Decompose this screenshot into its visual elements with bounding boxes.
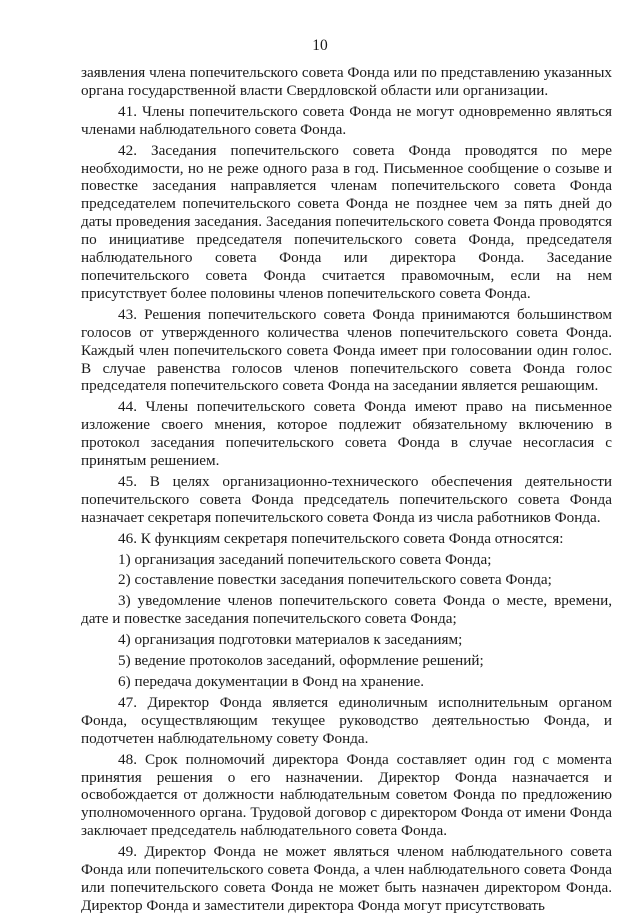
paragraph-46: 46. К функциям секретаря попечительского совета Фонда относятся: xyxy=(118,529,564,547)
paragraph-48: 48. Срок полномочий директора Фонда составляет один год с момента принятия решения о его назначении. Директор Фонда назначается и освобождается от должности наблюдательным советом Фонда по предложению уполномоченного органа. Трудовой договор с директором Фонда от имени Фонда заключает председатель наблюдательного совета Фонда. xyxy=(81,750,612,840)
list-item-46-3: 3) уведомление членов попечительского совета Фонда о месте, времени, дате и повестке заседания попечительского совета Фонда; xyxy=(81,592,612,628)
list-item-46-2: 2) составление повестки заседания попечительского совета Фонда; xyxy=(118,571,552,589)
paragraph-continuation: заявления члена попечительского совета Фонда или по представлению указанных органа государственной власти Свердловской области или организации. xyxy=(81,64,612,99)
paragraph-42: 42. Заседания попечительского совета Фонда проводятся по мере необходимости, но не реже одного раза в год. Письменное сообщение о созыве и повестке заседания направляется членам попечительского совета Фонда председателем попечительского совета Фонда не позднее чем за пять дней до даты проведения заседания. Заседания попечительского совета Фонда проводятся по инициативе председателя попечительского совета Фонда, председателя наблюдательного совета Фонда или директора Фонда. Заседание попечительского совета Фонда считается правомочным, если на нем присутствует более половины членов попечительского совета Фонда. xyxy=(81,141,612,302)
paragraph-47: 47. Директор Фонда является единоличным исполнительным органом Фонда, осуществляющим текущее руководство деятельностью Фонда, и подотчетен наблюдательному совету Фонда. xyxy=(81,693,612,747)
list-item-46-6: 6) передача документации в Фонд на хранение. xyxy=(118,673,425,690)
list-item-46-1: 1) организация заседаний попечительского совета Фонда; xyxy=(118,550,492,568)
list-item-46-4: 4) организация подготовки материалов к заседаниям; xyxy=(118,631,463,649)
page-number: 10 xyxy=(312,37,328,54)
paragraph-49: 49. Директор Фонда не может являться членом наблюдательного совета Фонда или попечительского совета Фонда, а член наблюдательного совета Фонда или попечительского совета Фонда не может быть назначен директором Фонда. Директор Фонда и заместители директора Фонда могут присутствовать xyxy=(81,843,612,914)
paragraph-43: 43. Решения попечительского совета Фонда принимаются большинством голосов от утвержденного количества членов попечительского совета Фонда. Каждый член попечительского совета Фонда имеет при голосовании один голос. В случае равенства голосов членов попечительского совета Фонда голос председателя попечительского совета Фонда на заседании является решающим. xyxy=(81,305,612,395)
paragraph-45: 45. В целях организационно-технического обеспечения деятельности попечительского совета Фонда председатель попечительского совета Фонда назначает секретаря попечительского совета Фонда из числа работников Фонда. xyxy=(81,472,612,526)
list-item-46-5: 5) ведение протоколов заседаний, оформление решений; xyxy=(118,652,484,670)
body-text xyxy=(81,64,612,918)
paragraph-41: 41. Члены попечительского совета Фонда не могут одновременно являться членами наблюдательного совета Фонда. xyxy=(81,102,612,138)
paragraph-44: 44. Члены попечительского совета Фонда имеют право на письменное изложение своего мнения, которое подлежит обязательному включению в протокол заседания попечительского совета Фонда в случае несогласия с принятым решением. xyxy=(81,398,612,470)
